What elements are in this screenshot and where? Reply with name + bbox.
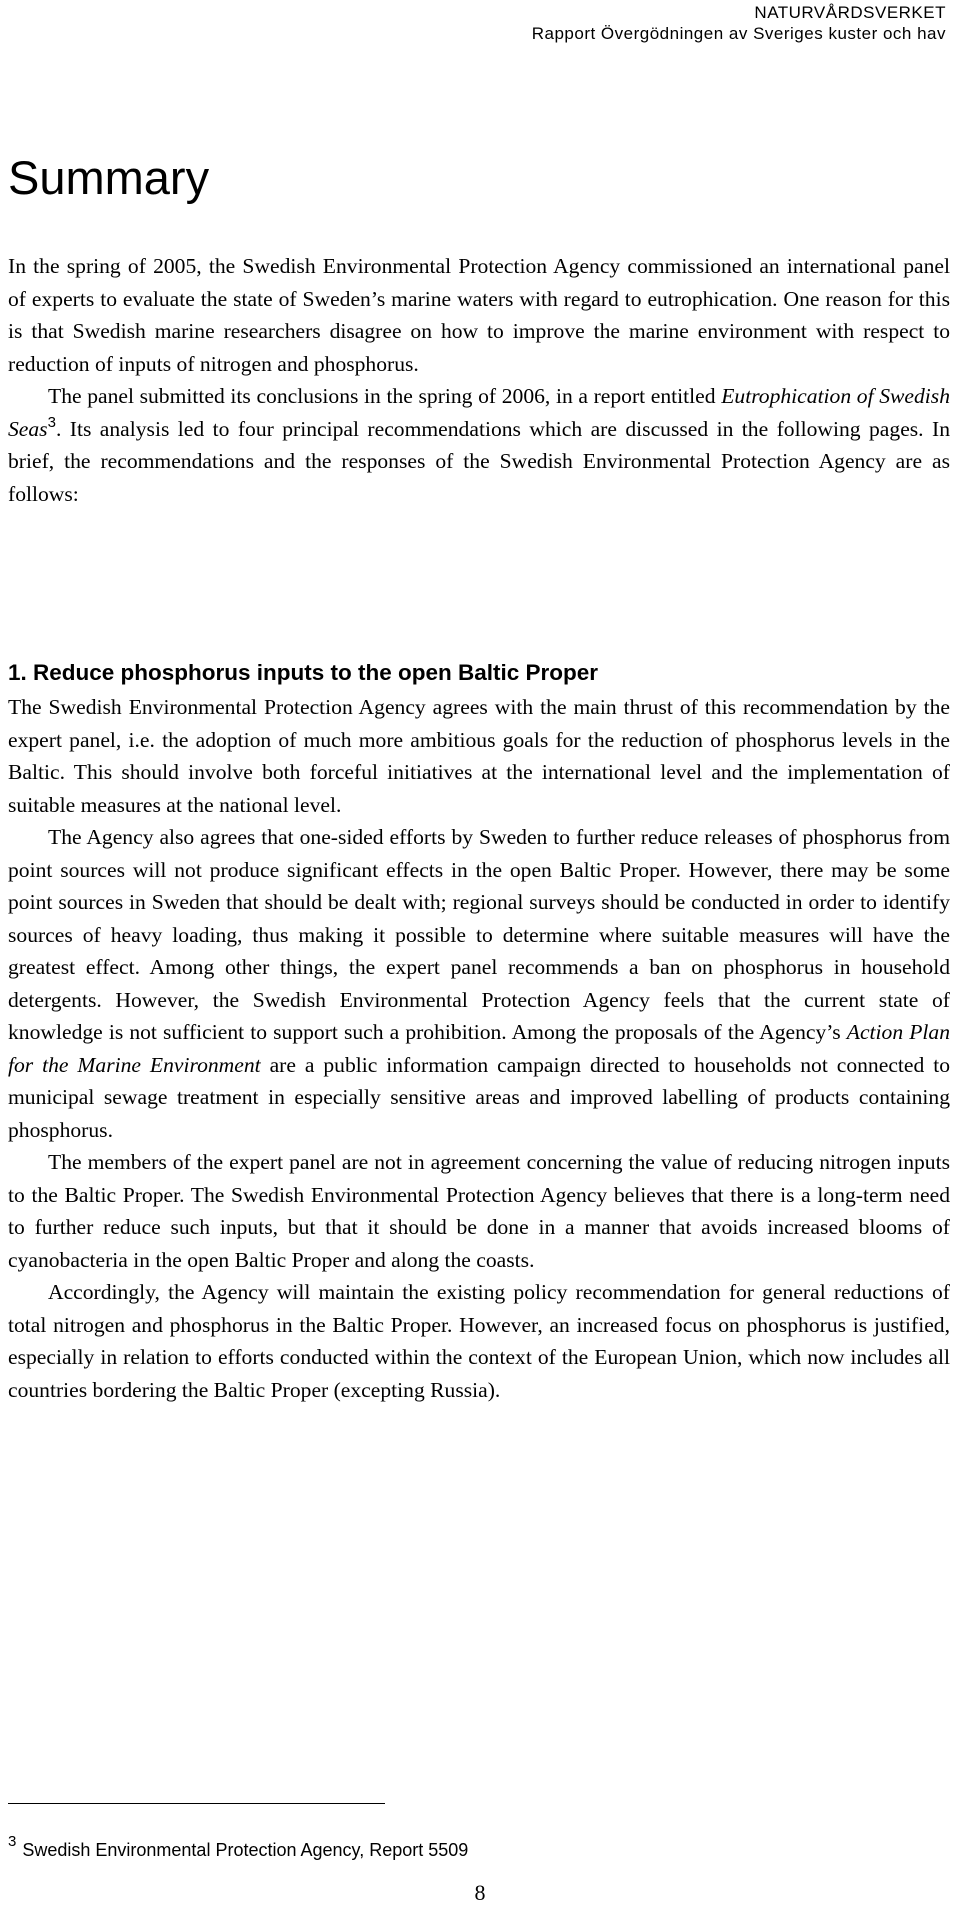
recommendation-1-section: [8, 658, 950, 1406]
recommendation-1-paragraph-4: Accordingly, the Agency will maintain the existing policy recommendation for general reductions of total nitrogen and phosphorus in the Baltic Proper. However, an increased focus on phosphorus is justified, especially in relation to efforts conducted within the context of the European Union, which now includes all countries bordering the Baltic Proper (excepting Russia).: [8, 1280, 950, 1402]
header-report-title: Rapport Övergödningen av Sveriges kuster och hav: [531, 24, 946, 43]
recommendation-1-paragraph-1: The Swedish Environmental Protection Agency agrees with the main thrust of this recommendation by the expert panel, i.e. the adoption of much more ambitious goals for the reduction of phosphorus levels in the Baltic. This should involve both forceful initiatives at the international level and the implementation of suitable measures at the national level.: [8, 695, 950, 817]
intro-section: [8, 250, 950, 510]
intro-paragraph-1: In the spring of 2005, the Swedish Environmental Protection Agency commissioned an international panel of experts to evaluate the state of Sweden’s marine waters with regard to eutrophication. One reason for this is that Swedish marine researchers disagree on how to improve the marine environment with respect to reduction of inputs of nitrogen and phosphorus.: [8, 254, 950, 376]
page-title: Summary: [8, 151, 210, 204]
footnote: [8, 1833, 469, 1862]
report-title-italic: Eutrophication of Swedish Seas: [8, 384, 951, 441]
action-plan-title-italic: Action Plan for the Marine Environment: [8, 1020, 950, 1077]
rec1-p2-text-after: are a public information campaign directed to households not connected to municipal sewage treatment in especially sensitive areas and improved labelling of products containing phosphorus.: [8, 1052, 950, 1142]
footnote-reference: 3: [47, 413, 56, 431]
intro-p2-text-after: . Its analysis led to four principal recommendations which are discussed in the following pages. In brief, the recommendations and the responses of the Swedish Environmental Protection Agency are as follows:: [8, 416, 950, 506]
page-number: 8: [474, 1880, 486, 1905]
running-header: [532, 2, 946, 44]
header-agency-name: NATURVÅRDSVERKET: [754, 3, 946, 22]
footnote-number: 3: [8, 1833, 17, 1850]
recommendation-1-paragraph-3: The members of the expert panel are not in agreement concerning the value of reducing nitrogen inputs to the Baltic Proper. The Swedish Environmental Protection Agency believes that there is a long-term need to further reduce such inputs, but that it should be done in a manner that avoids increased blooms of cyanobacteria in the open Baltic Proper and along the coasts.: [8, 1150, 950, 1272]
footnote-divider: [8, 1803, 385, 1804]
recommendation-1-heading: 1. Reduce phosphorus inputs to the open Baltic Proper: [8, 660, 599, 685]
footnote-text: Swedish Environmental Protection Agency, Report 5509: [22, 1840, 469, 1860]
intro-p2-text-before: The panel submitted its conclusions in the spring of 2006, in a report entitled: [48, 384, 722, 408]
rec1-p2-text-before: The Agency also agrees that one-sided efforts by Sweden to further reduce releases of phosphorus from point sources will not produce significant effects in the open Baltic Proper. However, there may be some point sources in Sweden that should be dealt with; regional surveys should be conducted in order to identify sources of heavy loading, thus making it possible to determine where suitable measures will have the greatest effect. Among other things, the expert panel recommends a ban on phosphorus in household detergents. However, the Swedish Environmental Protection Agency feels that the current state of knowledge is not sufficient to support such a prohibition. Among the proposals of the Agency’s: [8, 825, 950, 1044]
recommendation-1-paragraph-2: [8, 821, 950, 1146]
intro-paragraph-2: [8, 380, 950, 510]
